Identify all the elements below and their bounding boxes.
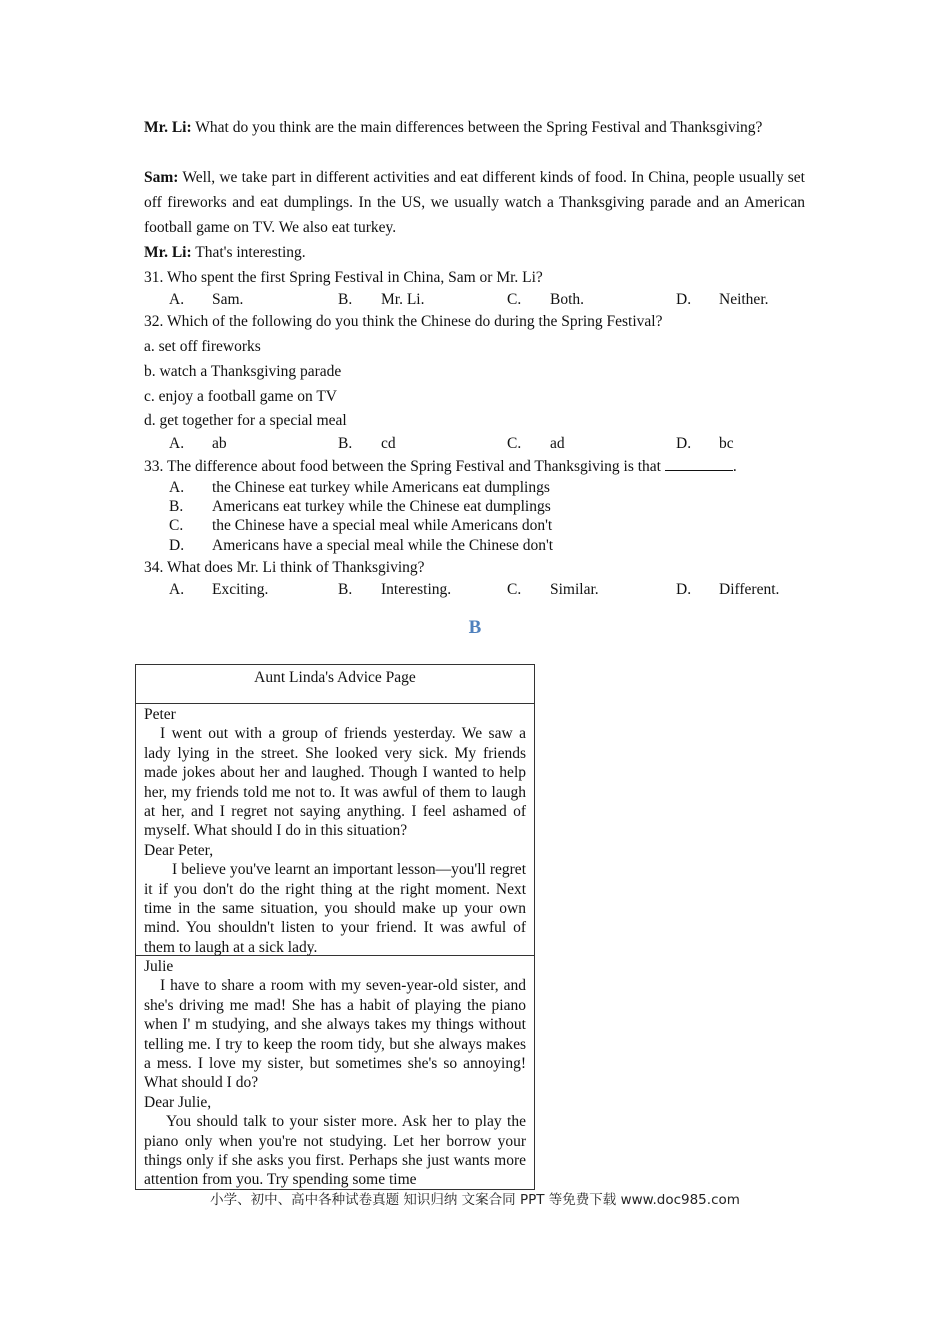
option-letter: A. (169, 479, 185, 496)
question-33-stem-text: 33. The difference about food between the Spring Festival and Thanksgiving is that (144, 458, 661, 475)
option-letter: A. (169, 435, 185, 452)
option-text: Mr. Li. (381, 291, 425, 308)
reply-salutation: Dear Peter, (144, 841, 214, 859)
question-32-item: d. get together for a special meal (144, 412, 347, 429)
question-31-options (0, 290, 950, 310)
option-letter: D. (676, 291, 692, 308)
speaker-label: Mr. Li: (144, 244, 192, 261)
option-letter: A. (169, 581, 185, 598)
option-text: the Chinese eat turkey while Americans eat dumplings (212, 479, 550, 496)
question-32-options (0, 434, 950, 454)
option-letter: C. (169, 517, 184, 534)
letter-body: I went out with a group of friends yesterday. We saw a lady lying in the street. She looked very sick. My friends made jokes about her and laughed. Though I wanted to help her, my friends told me not to. It was awful of them to laugh at her, and I regret not saying anything. I feel ashamed of myself. What should I do in this situation? (144, 725, 526, 840)
dialogue-line-mr-li-1 (144, 115, 805, 140)
speaker-label: Mr. Li: (144, 119, 192, 136)
advice-cell-julie (136, 957, 534, 1189)
question-32-item: c. enjoy a football game on TV (144, 388, 337, 405)
question-34-options (0, 580, 950, 600)
option-text: cd (381, 435, 396, 452)
option-text: Exciting. (212, 581, 269, 598)
section-b-heading: B (468, 617, 482, 638)
option-text: Both. (550, 291, 585, 308)
option-letter: B. (169, 498, 184, 515)
advice-page-title: Aunt Linda's Advice Page (136, 665, 534, 704)
page-footer: 小学、初中、高中各种试卷真题 知识归纳 文案合同 PPT 等免费下载 www.doc985.com (210, 1192, 740, 1208)
dialogue-text: Well, we take part in different activities and eat different kinds of food. In China, people usually set off fireworks and eat dumplings. In the US, we usually watch a Thanksgiving parade and an American football game on TV. We also eat turkey. (144, 169, 805, 236)
option-text: Different. (719, 581, 780, 598)
question-33-stem-end: . (732, 458, 737, 475)
question-32-item: a. set off fireworks (144, 338, 261, 355)
dialogue-line-sam (144, 165, 805, 240)
option-text: ad (550, 435, 565, 452)
dialogue-text: That's interesting. (191, 244, 306, 261)
option-letter: A. (169, 291, 185, 308)
option-letter: C. (507, 435, 522, 452)
option-text: ab (212, 435, 227, 452)
question-32-stem: 32. Which of the following do you think the Chinese do during the Spring Festival? (144, 313, 663, 330)
option-text: the Chinese have a special meal while Americans don't (212, 517, 553, 534)
option-text: Similar. (550, 581, 599, 598)
question-31-stem: 31. Who spent the first Spring Festival in China, Sam or Mr. Li? (144, 269, 543, 286)
question-33-stem (144, 456, 737, 477)
advice-page-table (135, 664, 535, 1190)
option-letter: C. (507, 581, 522, 598)
option-text: Americans have a special meal while the Chinese don't (212, 537, 554, 554)
option-letter: B. (338, 581, 353, 598)
option-text: Sam. (212, 291, 244, 308)
answer-blank (665, 456, 733, 471)
dialogue-text: What do you think are the main differences between the Spring Festival and Thanksgiving? (191, 119, 763, 136)
option-text: Interesting. (381, 581, 452, 598)
advice-cell-peter (136, 705, 534, 956)
reply-body: You should talk to your sister more. Ask her to play the piano only when you're not studying. Let her borrow your things only if she asks you first. Perhaps she just wants more attention from you. Try spending some time (144, 1113, 526, 1189)
option-letter: D. (676, 581, 692, 598)
question-34-stem: 34. What does Mr. Li think of Thanksgiving? (144, 559, 425, 576)
option-text: bc (719, 435, 734, 452)
reply-salutation: Dear Julie, (144, 1093, 212, 1111)
letter-body: I have to share a room with my seven-year-old sister, and she's driving me mad! She has a habit of playing the piano when I' m studying, and she always takes my things without telling me. I try to keep the room tidy, but she always makes a mess. I love my sister, but sometimes she's so annoying! What should I do? (144, 977, 526, 1092)
letter-writer-name: Julie (144, 958, 174, 975)
option-text: Americans eat turkey while the Chinese eat dumplings (212, 498, 551, 515)
speaker-label: Sam: (144, 169, 179, 186)
question-32-item: b. watch a Thanksgiving parade (144, 363, 342, 380)
dialogue-line-mr-li-2 (144, 240, 805, 265)
option-letter: D. (169, 537, 185, 554)
option-letter: B. (338, 435, 353, 452)
option-text: Neither. (719, 291, 769, 308)
option-letter: D. (676, 435, 692, 452)
letter-writer-name: Peter (144, 706, 176, 723)
option-letter: C. (507, 291, 522, 308)
reply-body: I believe you've learnt an important lesson—you'll regret it if you don't do the right thing at the right moment. Next time in the same situation, you should make up your own mind. You shouldn't listen to your friend. It was awful of them to laugh at a sick lady. (144, 861, 526, 956)
option-letter: B. (338, 291, 353, 308)
